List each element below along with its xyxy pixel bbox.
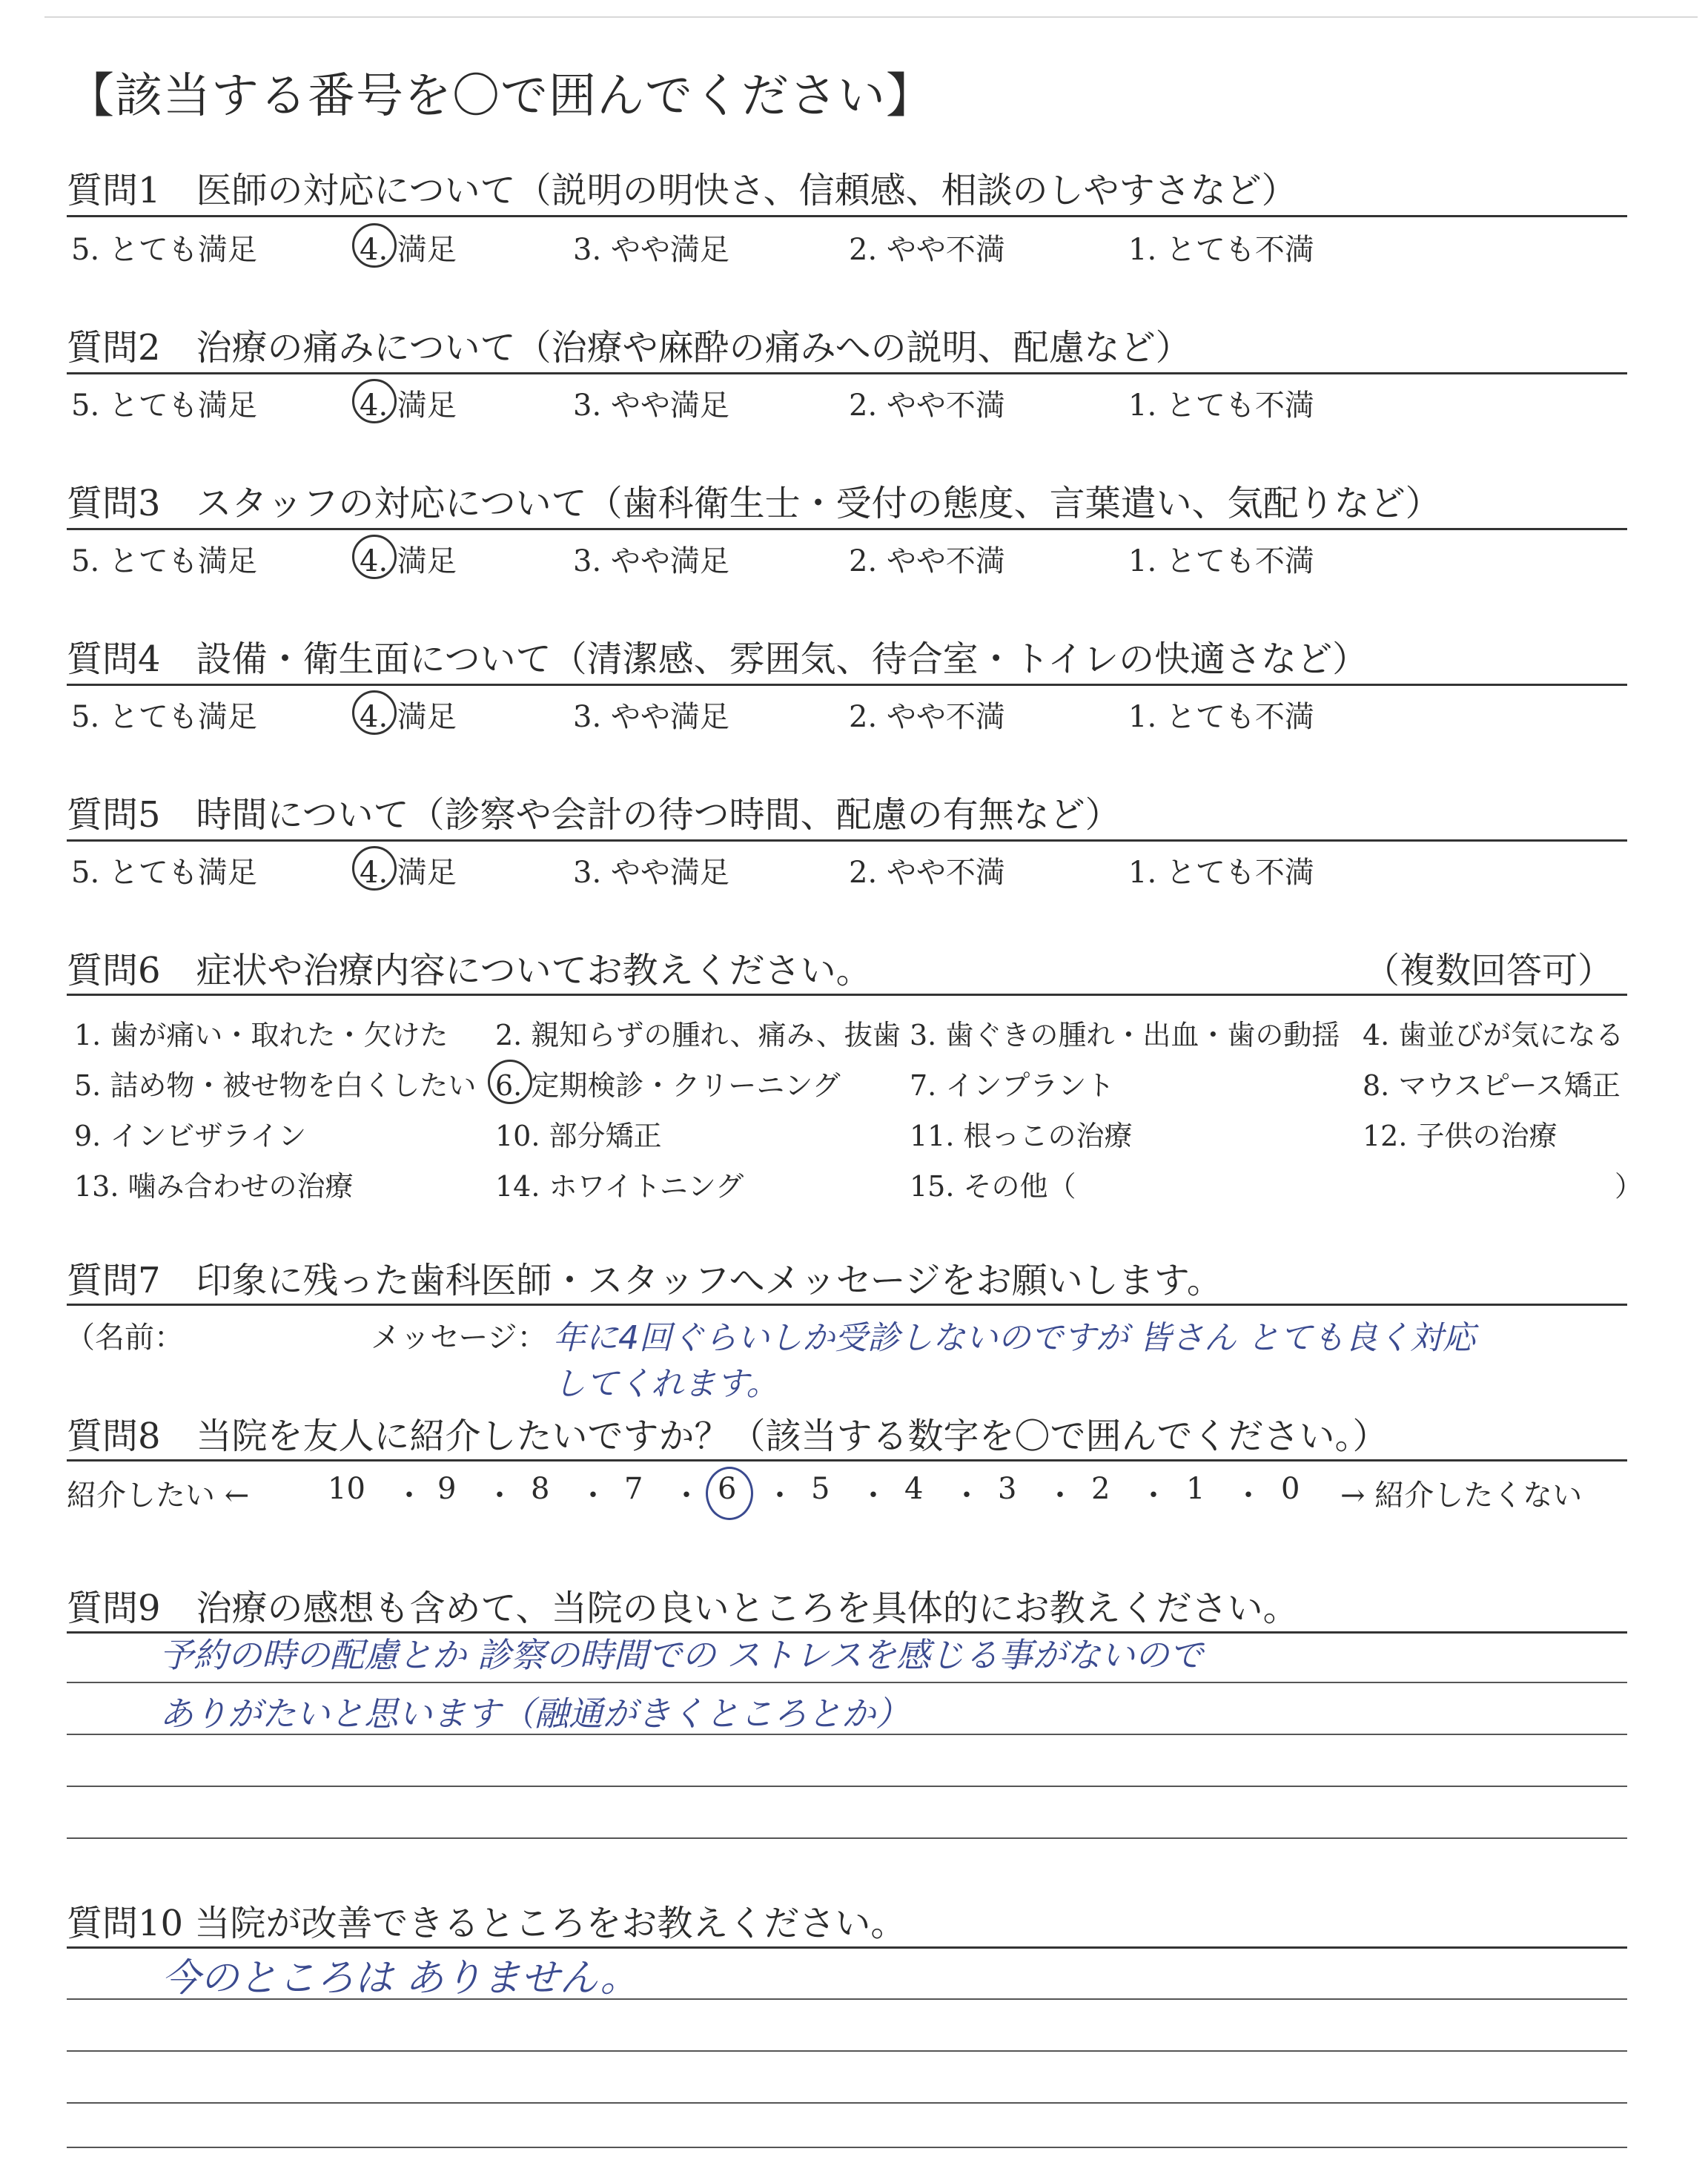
q3-option-1[interactable]: 1. とても不満 bbox=[1128, 544, 1314, 578]
scale-dot: ・ bbox=[394, 1479, 424, 1513]
answer-line bbox=[67, 2050, 1627, 2052]
q2-option-3[interactable]: 3. やや満足 bbox=[573, 389, 729, 423]
q6-option-1[interactable]: 1. 歯が痛い・取れた・欠けた bbox=[74, 1019, 448, 1051]
answer-line bbox=[67, 2147, 1627, 2148]
q6-option-10[interactable]: 10. 部分矯正 bbox=[495, 1120, 662, 1152]
question-7-heading: 質問7 印象に残った歯科医師・スタッフへメッセージをお願いします。 bbox=[67, 1260, 1222, 1301]
answer-10-handwriting: 今のところは ありません。 bbox=[162, 1956, 639, 2001]
q5-option-3[interactable]: 3. やや満足 bbox=[573, 856, 729, 890]
scale-4[interactable]: 4 bbox=[904, 1472, 924, 1506]
q6-option-13[interactable]: 13. 噛み合わせの治療 bbox=[74, 1170, 354, 1203]
scale-dot: ・ bbox=[952, 1479, 982, 1513]
q3-option-2[interactable]: 2. やや不満 bbox=[849, 544, 1005, 578]
q5-option-2[interactable]: 2. やや不満 bbox=[849, 856, 1005, 890]
selection-circle bbox=[352, 223, 397, 268]
question-7-rule bbox=[67, 1304, 1627, 1306]
q4-option-4[interactable]: 4. 満足 bbox=[360, 693, 457, 736]
q6-option-7[interactable]: 7. インプラント bbox=[910, 1069, 1115, 1102]
selection-circle bbox=[352, 379, 397, 423]
q6-option-8[interactable]: 8. マウスピース矯正 bbox=[1363, 1069, 1621, 1102]
scale-7[interactable]: 7 bbox=[624, 1472, 643, 1506]
question-2-heading: 質問2 治療の痛みについて（治療や麻酔の痛みへの説明、配慮など） bbox=[67, 327, 1191, 369]
q6-option-2[interactable]: 2. 親知らずの腫れ、痛み、抜歯 bbox=[495, 1019, 901, 1051]
q4-option-5[interactable]: 5. とても満足 bbox=[71, 700, 257, 734]
answer-line bbox=[67, 1682, 1627, 1683]
answer-line bbox=[67, 1998, 1627, 2000]
q2-option-5[interactable]: 5. とても満足 bbox=[71, 389, 257, 423]
q4-option-3[interactable]: 3. やや満足 bbox=[573, 700, 729, 734]
q6-option-4[interactable]: 4. 歯並びが気になる bbox=[1363, 1019, 1624, 1051]
question-9-heading: 質問9 治療の感想も含めて、当院の良いところを具体的にお教えください。 bbox=[67, 1588, 1299, 1629]
scale-5[interactable]: 5 bbox=[811, 1472, 830, 1506]
scale-6[interactable]: 6 bbox=[718, 1472, 737, 1506]
question-4-rule bbox=[67, 684, 1627, 686]
scale-0[interactable]: 0 bbox=[1281, 1472, 1300, 1506]
q1-option-4[interactable]: 4. 満足 bbox=[360, 226, 457, 268]
scale-9[interactable]: 9 bbox=[437, 1472, 457, 1506]
scale-dot: ・ bbox=[1234, 1479, 1263, 1513]
scale-dot: ・ bbox=[672, 1479, 701, 1513]
q2-option-4[interactable]: 4. 満足 bbox=[360, 382, 457, 424]
answer-line bbox=[67, 1837, 1627, 1839]
scale-right-label: → 紹介したくない bbox=[1340, 1479, 1583, 1513]
name-label: （名前： bbox=[65, 1321, 184, 1355]
scale-dot: ・ bbox=[1045, 1479, 1075, 1513]
question-8-rule bbox=[67, 1459, 1627, 1462]
q6-option-14[interactable]: 14. ホワイトニング bbox=[495, 1170, 744, 1203]
q6-option-15-close: ） bbox=[1615, 1170, 1644, 1203]
q5-option-5[interactable]: 5. とても満足 bbox=[71, 856, 257, 890]
question-5-rule bbox=[67, 839, 1627, 842]
scale-3[interactable]: 3 bbox=[998, 1472, 1017, 1506]
q4-option-2[interactable]: 2. やや不満 bbox=[849, 700, 1005, 734]
question-10-heading: 質問10 当院が改善できるところをお教えください。 bbox=[67, 1903, 907, 1944]
q6-option-11[interactable]: 11. 根っこの治療 bbox=[910, 1120, 1133, 1152]
q5-option-4[interactable]: 4. 満足 bbox=[360, 849, 457, 891]
page-title: 【該当する番号を〇で囲んでください】 bbox=[67, 69, 934, 124]
selection-circle bbox=[488, 1060, 532, 1104]
q6-option-3[interactable]: 3. 歯ぐきの腫れ・出血・歯の動揺 bbox=[910, 1019, 1340, 1051]
question-1-heading: 質問1 医師の対応について（説明の明快さ、信頼感、相談のしやすさなど） bbox=[67, 170, 1297, 211]
scale-dot: ・ bbox=[765, 1479, 795, 1513]
answer-line bbox=[67, 1786, 1627, 1787]
question-5-heading: 質問5 時間について（診察や会計の待つ時間、配慮の有無など） bbox=[67, 794, 1121, 836]
scale-left-label: 紹介したい ← bbox=[67, 1479, 250, 1513]
q3-option-4[interactable]: 4. 満足 bbox=[360, 538, 457, 580]
question-3-heading: 質問3 スタッフの対応について（歯科衛生士・受付の態度、言葉遣い、気配りなど） bbox=[67, 483, 1441, 524]
scale-2[interactable]: 2 bbox=[1091, 1472, 1110, 1506]
answer-9-handwriting-line-1: 予約の時の配慮とか 診察の時間での ストレスを感じる事がないので bbox=[159, 1635, 1203, 1675]
q3-option-3[interactable]: 3. やや満足 bbox=[573, 544, 729, 578]
scale-dot: ・ bbox=[858, 1479, 888, 1513]
scale-8[interactable]: 8 bbox=[531, 1472, 550, 1506]
question-6-note: （複数回答可） bbox=[1364, 950, 1614, 991]
q2-option-2[interactable]: 2. やや不満 bbox=[849, 389, 1005, 423]
selection-circle bbox=[352, 690, 397, 735]
answer-9-handwriting-line-2: ありがたいと思います（融通がきくところとか） bbox=[159, 1694, 910, 1734]
question-6-heading: 質問6 症状や治療内容についてお教えください。 bbox=[67, 950, 872, 991]
q3-option-5[interactable]: 5. とても満足 bbox=[71, 544, 257, 578]
q1-option-5[interactable]: 5. とても満足 bbox=[71, 233, 257, 267]
message-label: メッセージ： bbox=[371, 1321, 547, 1355]
scale-1[interactable]: 1 bbox=[1186, 1472, 1205, 1506]
scale-dot: ・ bbox=[578, 1479, 608, 1513]
question-1-rule bbox=[67, 215, 1627, 217]
q6-option-5[interactable]: 5. 詰め物・被せ物を白くしたい bbox=[74, 1069, 477, 1102]
question-6-rule bbox=[67, 994, 1627, 996]
top-divider bbox=[44, 16, 1698, 18]
message-handwriting-line-2: してくれます。 bbox=[553, 1365, 779, 1403]
message-handwriting-line-1: 年に4回ぐらいしか受診しないのですが 皆さん とても良く対応 bbox=[553, 1319, 1475, 1357]
q1-option-3[interactable]: 3. やや満足 bbox=[573, 233, 729, 267]
scale-dot: ・ bbox=[1139, 1479, 1168, 1513]
answer-line bbox=[67, 2102, 1627, 2104]
q1-option-1[interactable]: 1. とても不満 bbox=[1128, 233, 1314, 267]
question-8-heading: 質問8 当院を友人に紹介したいですか？（該当する数字を〇で囲んでください。） bbox=[67, 1416, 1388, 1457]
q6-option-9[interactable]: 9. インビザライン bbox=[74, 1120, 307, 1152]
q5-option-1[interactable]: 1. とても不満 bbox=[1128, 856, 1314, 890]
question-4-heading: 質問4 設備・衛生面について（清潔感、雰囲気、待合室・トイレの快適さなど） bbox=[67, 638, 1368, 680]
scale-dot: ・ bbox=[485, 1479, 514, 1513]
scale-10[interactable]: 10 bbox=[328, 1472, 365, 1506]
selection-circle bbox=[352, 535, 397, 579]
q1-option-2[interactable]: 2. やや不満 bbox=[849, 233, 1005, 267]
question-2-rule bbox=[67, 372, 1627, 374]
q6-option-6[interactable]: 6. 定期検診・クリーニング bbox=[495, 1063, 841, 1103]
q6-option-15[interactable]: 15. その他（ bbox=[910, 1170, 1076, 1203]
q6-option-12[interactable]: 12. 子供の治療 bbox=[1363, 1120, 1558, 1152]
q2-option-1[interactable]: 1. とても不満 bbox=[1128, 389, 1314, 423]
q4-option-1[interactable]: 1. とても不満 bbox=[1128, 700, 1314, 734]
selection-circle bbox=[352, 846, 397, 891]
question-3-rule bbox=[67, 528, 1627, 530]
answer-line bbox=[67, 1734, 1627, 1735]
